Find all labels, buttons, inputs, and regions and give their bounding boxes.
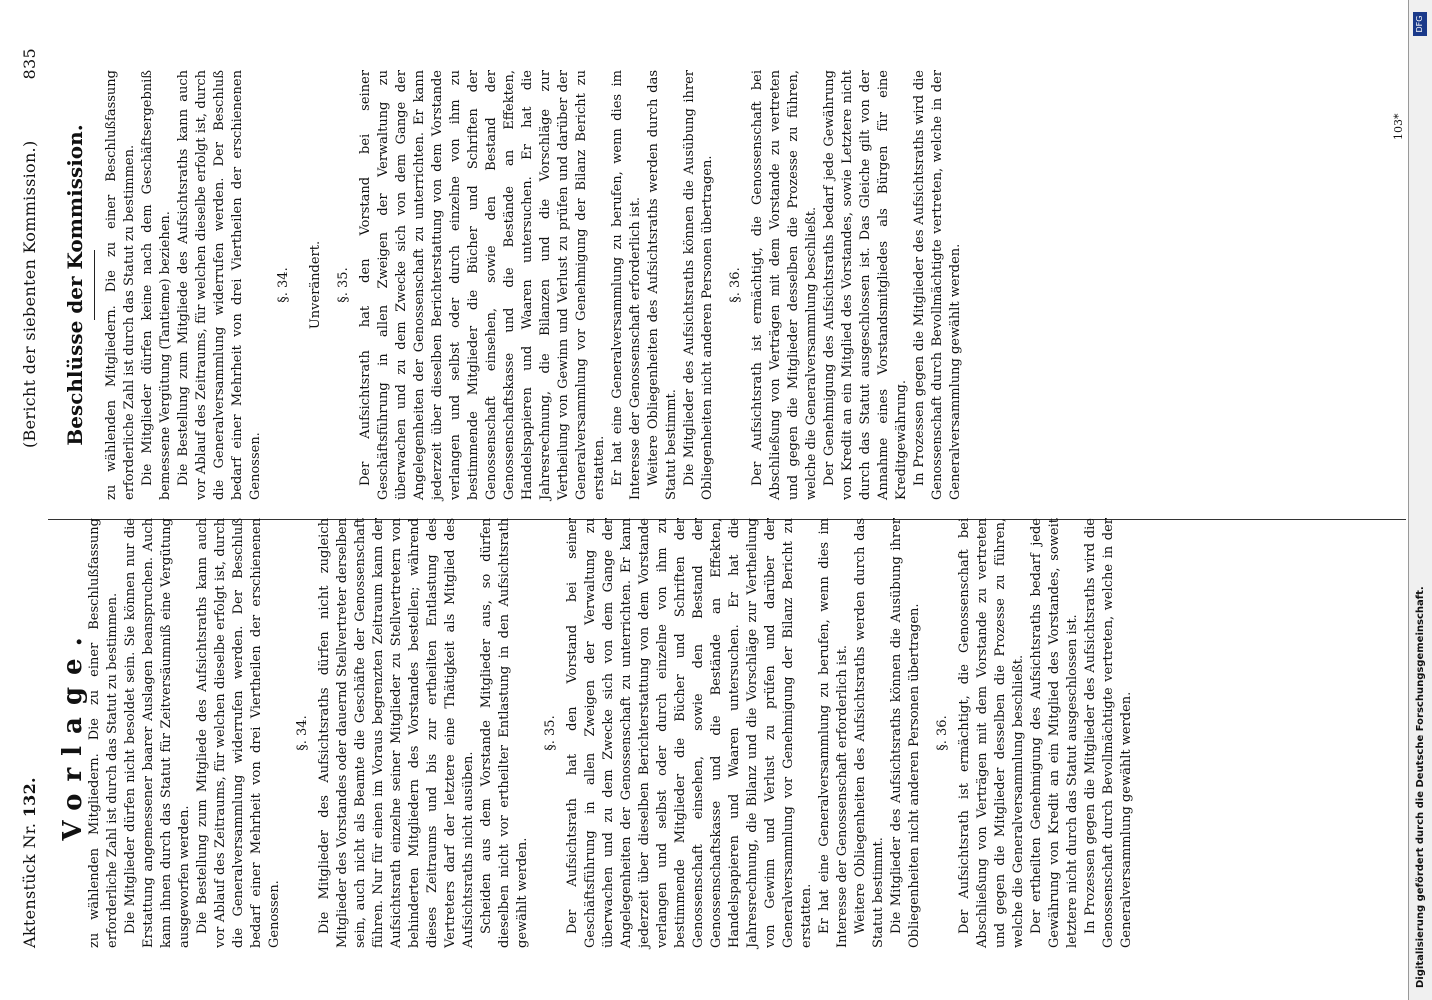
paragraph: Die Mitglieder dürfen keine nach dem Geschäftsergebniß bemessene Vergütung (Tantieme) beziehen. xyxy=(140,70,173,500)
paragraph: Die Mitglieder des Aufsichtsraths können die Ausübung ihrer Obliegenheiten nicht anderen Personen übertragen. xyxy=(889,518,922,948)
header-left-title: Aktenstück Nr. xyxy=(20,822,39,948)
paragraph: zu wählenden Mitgliedern. Die zu einer Beschlußfassung erforderliche Zahl ist durch das Statut zu bestimmen. xyxy=(104,70,137,500)
header-left xyxy=(20,777,39,948)
paragraph: Scheiden aus dem Vorstande Mitglieder aus, so dürfen dieselben nicht vor ertheilter Entlastung in den Aufsichtsrath gewählt werden. xyxy=(479,518,530,948)
section-35-heading: §. 35. xyxy=(543,715,558,751)
header-document-number: 132. xyxy=(20,777,39,818)
paragraph: Die Mitglieder des Aufsichtsraths dürfen nicht zugleich Mitglieder des Vorstandes oder dauernd Stellvertreter derselben sein, auch nicht als Beamte die Geschäfte der Genossenschaft führen. Nur für einen im Voraus begrenzten Zeitraum kann der Aufsichtsrath einzelne seiner Mitglieder zu Stellvertretern von behinderten Mitgliedern des Vorstandes bestellen; während dieses Zeitraums und bis zur ertheilten Entlastung des Vertreters darf der letztere eine Thätigkeit als Mitglied des Aufsichtsraths nicht ausüben. xyxy=(317,518,476,948)
page-number: 835 xyxy=(20,48,39,80)
paragraph: Die Mitglieder des Aufsichtsraths können die Ausübung ihrer Obliegenheiten nicht anderen Personen übertragen. xyxy=(682,70,715,500)
paragraph: Weitere Obliegenheiten des Aufsichtsraths werden durch das Statut bestimmt. xyxy=(853,518,886,948)
section-36-heading: §. 36. xyxy=(935,715,950,751)
paragraph: Der Aufsichtsrath ist ermächtigt, die Genossenschaft bei Abschließung von Verträgen mit dem Vorstande zu vertreten und gegen die Mitglieder desselben die Prozesse zu führen, welche die Generalversammlung beschließt. xyxy=(957,518,1026,948)
digitization-note: Digitalisierung gefördert durch die Deutsche Forschungsgemeinschaft. xyxy=(1415,586,1426,988)
left-column-vorlage xyxy=(50,518,1136,948)
title-rule xyxy=(94,250,95,320)
paragraph: Er hat eine Generalversammlung zu berufen, wenn dies im Interesse der Genossenschaft erforderlich ist. xyxy=(817,518,850,948)
page-header xyxy=(16,48,42,948)
digitization-footer xyxy=(1408,0,1432,1000)
paragraph: Die Bestellung zum Mitgliede des Aufsichtsraths kann auch vor Ablauf des Zeitraums, für welchen dieselbe erfolgt ist, durch die Generalversammlung widerrufen werden. Der Beschluß bedarf einer Mehrheit von drei Viertheilen der erschienenen Genossen. xyxy=(195,518,282,948)
signature-mark: 103* xyxy=(1392,113,1405,140)
paragraph: Weitere Obliegenheiten des Aufsichtsraths werden durch das Statut bestimmt. xyxy=(646,70,679,500)
paragraph: Der Genehmigung des Aufsichtsraths bedarf jede Gewährung von Kredit an ein Mitglied des Vorstandes, sowie Letztere nicht durch das Statut ausgeschlossen ist. Das Gleiche gilt von der Annahme eines Vorstandsmitgliedes als Bürgen für eine Kreditgewährung. xyxy=(822,70,909,500)
paragraph: Der ertheilten Genehmigung des Aufsichtsraths bedarf jede Gewährung von Kredit an ein Mitglied des Vorstandes, soweit letztere nicht durch das Statut ausgeschlossen ist. xyxy=(1029,518,1080,948)
section-35-heading: §. 35. xyxy=(336,267,351,303)
paragraph: Der Aufsichtsrath ist ermächtigt, die Genossenschaft bei Abschließung von Verträgen mit dem Vorstande zu vertreten und gegen die Mitglieder desselben die Prozesse zu führen, welche die Generalversammlung beschließt. xyxy=(750,70,819,500)
unchanged-note: Unverändert. xyxy=(308,240,323,330)
right-column-title: Beschlüsse der Kommission. xyxy=(63,124,87,446)
header-right-title: (Bericht der siebenten Kommission.) xyxy=(20,140,39,448)
section-36-heading: §. 36. xyxy=(728,267,743,303)
section-34-heading: §. 34. xyxy=(276,267,291,303)
paragraph: zu wählenden Mitgliedern. Die zu einer Beschlußfassung erforderliche Zahl ist durch das Statut zu bestimmen. xyxy=(87,518,120,948)
dfg-logo-icon: DFG xyxy=(1413,12,1427,36)
left-column-title: Vorlage. xyxy=(58,625,88,841)
paragraph: In Prozessen gegen die Mitglieder des Aufsichtsraths wird die Genossenschaft durch Bevollmächtigte vertreten, welche in der Generalversammlung gewählt werden. xyxy=(912,70,963,500)
paragraph: Der Aufsichtsrath hat den Vorstand bei seiner Geschäftsführung in allen Zweigen der Verwaltung zu überwachen und zu dem Zwecke sich von dem Gange der Angelegenheiten der Genossenschaft zu unterrichten. Er kann jederzeit über dieselben Berichterstattung von dem Vorstande verlangen und selbst oder durch einzelne von ihm zu bestimmende Mitglieder die Bücher und Schriften der Genossenschaft einsehen, sowie den Bestand der Genossenschaftskasse und die Bestände an Effekten, Handelspapieren und Waaren untersuchen. Er hat die Jahresrechnung, die Bilanzen und die Vorschläge zur Vertheilung von Gewinn und Verlust zu prüfen und darüber der Generalversammlung vor Genehmigung der Bilanz Bericht zu erstatten. xyxy=(358,70,607,500)
right-column-beschluesse xyxy=(50,70,965,500)
paragraph: Die Mitglieder dürfen nicht besoldet sein. Sie können nur die Erstattung angemessener baarer Auslagen beanspruchen. Auch kann ihnen durch das Statut für Zeitversäumniß eine Vergütung ausgeworfen werden. xyxy=(123,518,192,948)
paragraph: Er hat eine Generalversammlung zu berufen, wenn dies im Interesse der Genossenschaft erforderlich ist. xyxy=(610,70,643,500)
paragraph: Der Aufsichtsrath hat den Vorstand bei seiner Geschäftsführung in allen Zweigen der Verwaltung zu überwachen und zu dem Zwecke sich von dem Gange der Angelegenheiten der Genossenschaft zu unterrichten. Er kann jederzeit über dieselben Berichterstattung von dem Vorstande verlangen und selbst oder durch einzelne von ihm zu bestimmende Mitglieder die Bücher und Schriften der Genossenschaft einsehen, sowie den Bestand der Genossenschaftskasse und die Bestände an Effekten, Handelspapieren und Waaren untersuchen. Er hat die Jahresrechnung, die Bilanz und die Vorschläge zur Vertheilung von Gewinn und Verlust zu prüfen und darüber der Generalversammlung vor Genehmigung der Bilanz Bericht zu erstatten. xyxy=(565,518,814,948)
section-34-heading: §. 34. xyxy=(295,715,310,751)
paragraph: Die Bestellung zum Mitgliede des Aufsichtsraths kann auch vor Ablauf des Zeitraums, für welchen dieselbe erfolgt ist, durch die Generalversammlung widerrufen werden. Der Beschluß bedarf einer Mehrheit von drei Viertheilen der erschienenen Genossen. xyxy=(176,70,263,500)
paragraph: In Prozessen gegen die Mitglieder des Aufsichtsraths wird die Genossenschaft durch Bevollmächtigte vertreten, welche in der Generalversammlung gewählt werden. xyxy=(1083,518,1134,948)
